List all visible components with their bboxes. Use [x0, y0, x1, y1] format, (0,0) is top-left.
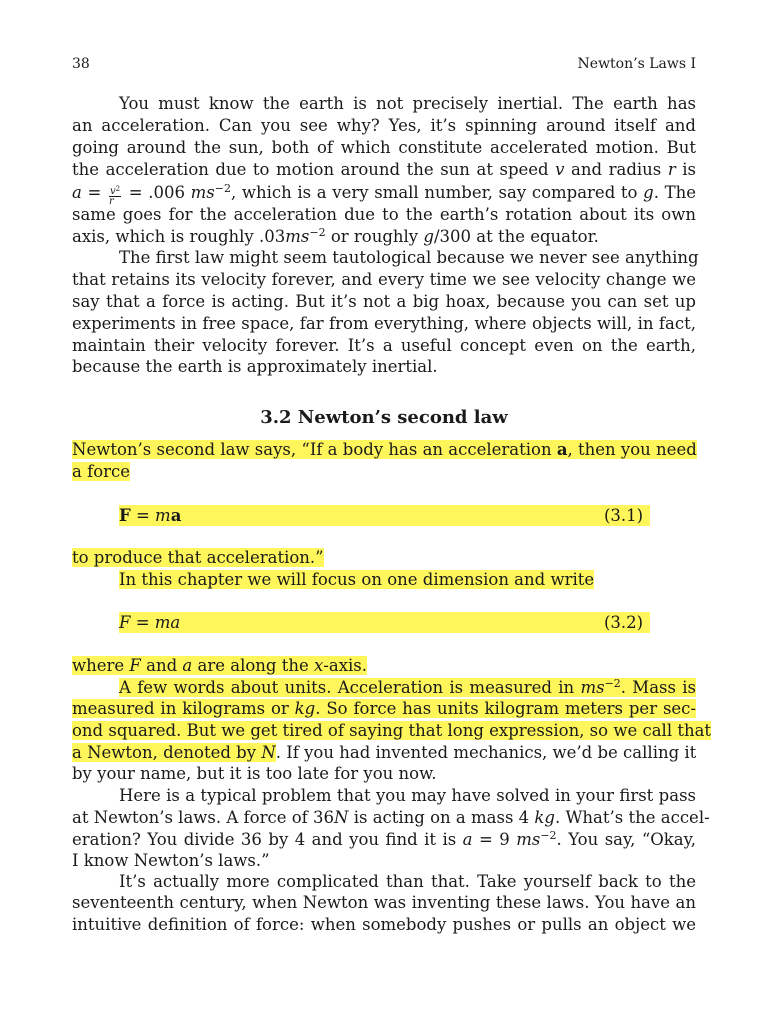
running-head	[72, 56, 696, 76]
text-line: say that a force is acting. But it’s not a big hoax, because you can set up	[72, 292, 696, 311]
text-line: going around the sun, both of which constitute accelerated motion. But	[72, 138, 696, 157]
text-line: axis, which is roughly $.03ms^{-2}$ or roughly g/300 at the equator.	[72, 226, 599, 246]
text-line: where F and a are along the x-axis.	[72, 656, 368, 675]
highlight	[119, 505, 650, 526]
text-line: a Newton, denoted by N. If you had invented mechanics, we’d be calling it	[72, 743, 697, 762]
text-line: I know Newton’s laws.”	[72, 851, 270, 870]
text-line: Newton’s second law says, “If a body has an acceleration a, then you need	[72, 440, 697, 459]
text-line: a force	[72, 462, 131, 481]
equation-number: (3.2)	[604, 613, 644, 632]
text-line: You must know the earth is not precisely inertial. The earth has	[119, 94, 696, 113]
text-line: The first law might seem tautological because we never see anything	[119, 248, 699, 267]
equation-3-2: F = ma	[119, 613, 181, 632]
running-title: Newton’s Laws I	[577, 56, 696, 72]
equation-3-1: F = ma	[119, 506, 182, 525]
text-line: measured in kilograms or kg. So force has units kilogram meters per sec-	[72, 699, 696, 718]
text-line: It’s actually more complicated than that. Take yourself back to the	[119, 872, 696, 891]
text-line: seventeenth century, when Newton was inventing these laws. You have an	[72, 893, 696, 912]
text-line: experiments in free space, far from everything, where objects will, in fact,	[72, 314, 696, 333]
text-line: to produce that acceleration.”	[72, 548, 324, 567]
text-line: maintain their velocity forever. It’s a useful concept even on the earth,	[72, 336, 696, 355]
fraction: $\frac{v^2}{r}$	[108, 185, 121, 207]
text-line: by your name, but it is too late for you now.	[72, 764, 437, 783]
equation-number: (3.1)	[604, 506, 644, 525]
text-line: In this chapter we will focus on one dimension and write	[119, 570, 595, 589]
text-line: intuitive definition of force: when somebody pushes or pulls an object we	[72, 915, 696, 934]
text-line: ond squared. But we get tired of saying that long expression, so we call that	[72, 721, 712, 740]
text-line: an acceleration. Can you see why? Yes, it’s spinning around itself and	[72, 116, 696, 135]
text-line: at Newton’s laws. A force of 36N is acting on a mass 4 kg. What’s the accel-	[72, 808, 710, 827]
text-line: because the earth is approximately inertial.	[72, 357, 438, 376]
text-line: same goes for the acceleration due to the earth’s rotation about its own	[72, 205, 696, 224]
highlight	[119, 612, 650, 633]
text-line: A few words about units. Acceleration is measured in $ms^{-2}$. Mass is	[119, 677, 696, 697]
page-number: 38	[72, 56, 90, 72]
text-line: that retains its velocity forever, and every time we see velocity change we	[72, 270, 696, 289]
text-line: a = $\frac{v^2}{r}$ = .006 $ms^{-2}$, which is a very small number, say compared to g. The	[72, 182, 696, 207]
text-line: Here is a typical problem that you may have solved in your first pass	[119, 786, 696, 805]
text-line: the acceleration due to motion around the sun at speed v and radius r is	[72, 160, 696, 179]
text-line: eration? You divide 36 by 4 and you find it is a = 9 $ms^{-2}$. You say, “Okay,	[72, 829, 696, 849]
section-title: 3.2 Newton’s second law	[260, 407, 508, 428]
